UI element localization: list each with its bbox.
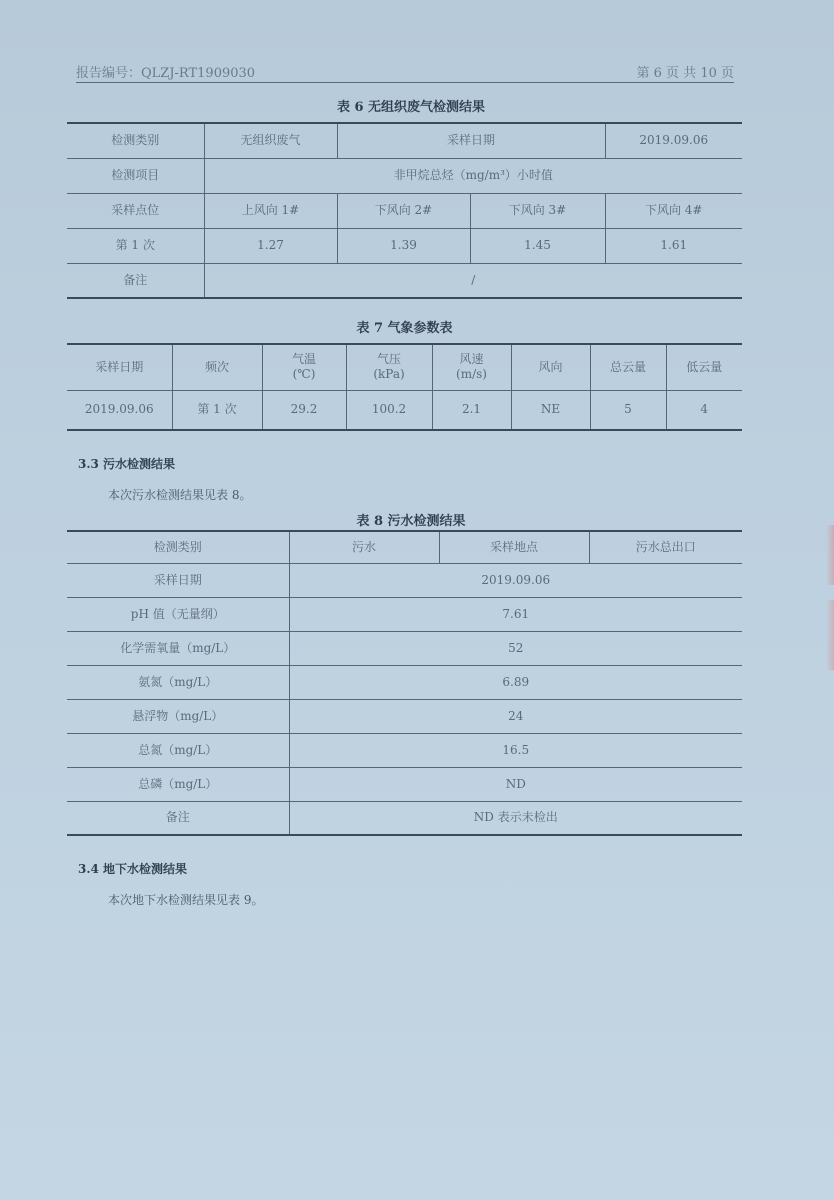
- table7-header: 总云量: [590, 344, 666, 390]
- table7: [67, 343, 742, 431]
- table6-row: [67, 228, 742, 263]
- table6-cell: 1.27: [204, 228, 337, 263]
- table8-caption: 表 8 污水检测结果: [356, 514, 466, 529]
- table7-cell: 29.2: [262, 390, 346, 430]
- stamp-edge-mark: [826, 525, 834, 585]
- table8-row: [67, 597, 742, 631]
- table6-cell: 无组织废气: [204, 123, 337, 158]
- table7-header: 风向: [511, 344, 590, 390]
- table6-cell: 采样日期: [337, 123, 605, 158]
- table6-cell: /: [204, 263, 742, 298]
- table6-cell: 下风向 4#: [605, 193, 742, 228]
- table6: [67, 122, 742, 299]
- table8: [67, 530, 742, 836]
- table8-cell: 7.61: [289, 597, 742, 631]
- table7-header: 采样日期: [67, 344, 172, 390]
- section-3-3-text: 本次污水检测结果见表 8。: [108, 488, 252, 502]
- header-line: 气温: [291, 352, 316, 367]
- header-unit: (kPa): [373, 367, 405, 382]
- table7-header: 频次: [172, 344, 262, 390]
- section-3-4-text: 本次地下水检测结果见表 9。: [108, 893, 264, 907]
- page-number: 第 6 页 共 10 页: [636, 66, 734, 81]
- table6-row: [67, 158, 742, 193]
- table8-row: [67, 665, 742, 699]
- table7-cell: 100.2: [346, 390, 432, 430]
- table8-cell: 污水总出口: [589, 531, 742, 563]
- table8-cell: 采样地点: [439, 531, 589, 563]
- table8-cell: 6.89: [289, 665, 742, 699]
- section-3-3-title: 3.3 污水检测结果: [78, 457, 176, 471]
- table6-row: [67, 123, 742, 158]
- table7-cell: 2.1: [432, 390, 511, 430]
- table8-cell: 总磷（mg/L）: [67, 767, 289, 801]
- table8-cell: 总氮（mg/L）: [67, 733, 289, 767]
- table6-cell: 采样点位: [67, 193, 204, 228]
- header-line: 气压: [376, 352, 401, 367]
- section-3-4-title: 3.4 地下水检测结果: [78, 862, 188, 876]
- table7-cell: 2019.09.06: [67, 390, 172, 430]
- table6-cell: 1.45: [470, 228, 605, 263]
- table8-cell: 备注: [67, 801, 289, 835]
- table8-row: [67, 733, 742, 767]
- header-unit: (m/s): [456, 367, 487, 382]
- table8-cell: 16.5: [289, 733, 742, 767]
- table6-row: [67, 193, 742, 228]
- table6-cell: 下风向 2#: [337, 193, 470, 228]
- header-line: 风速: [459, 352, 484, 367]
- table7-cell: 5: [590, 390, 666, 430]
- stamp-edge-mark: [826, 600, 834, 670]
- table8-cell: 氨氮（mg/L）: [67, 665, 289, 699]
- table6-cell: 1.61: [605, 228, 742, 263]
- table6-cell: 第 1 次: [67, 228, 204, 263]
- table8-cell: 52: [289, 631, 742, 665]
- table6-cell: 检测项目: [67, 158, 204, 193]
- table8-row: [67, 531, 742, 563]
- table8-cell: 检测类别: [67, 531, 289, 563]
- table8-row: [67, 699, 742, 733]
- table6-cell: 非甲烷总烃（mg/m³）小时值: [204, 158, 742, 193]
- table8-cell: pH 值（无量纲）: [67, 597, 289, 631]
- table8-cell: 2019.09.06: [289, 563, 742, 597]
- table7-row: [67, 390, 742, 430]
- table8-cell: 化学需氧量（mg/L）: [67, 631, 289, 665]
- table7-header: [262, 344, 346, 390]
- table8-cell: ND 表示未检出: [289, 801, 742, 835]
- table8-cell: 污水: [289, 531, 439, 563]
- table6-row: [67, 263, 742, 298]
- table8-cell: 悬浮物（mg/L）: [67, 699, 289, 733]
- report-number: 报告编号：QLZJ-RT1909030: [76, 66, 256, 81]
- table7-cell: 第 1 次: [172, 390, 262, 430]
- table6-cell: 备注: [67, 263, 204, 298]
- table7-header: 低云量: [666, 344, 742, 390]
- table7-cell: NE: [511, 390, 590, 430]
- header-unit: (℃): [292, 367, 316, 382]
- table8-cell: 24: [289, 699, 742, 733]
- table8-cell: 采样日期: [67, 563, 289, 597]
- table7-header: [346, 344, 432, 390]
- table7-header: [432, 344, 511, 390]
- table6-cell: 检测类别: [67, 123, 204, 158]
- table6-cell: 2019.09.06: [605, 123, 742, 158]
- table6-cell: 1.39: [337, 228, 470, 263]
- table6-cell: 下风向 3#: [470, 193, 605, 228]
- table7-cell: 4: [666, 390, 742, 430]
- table8-row: [67, 801, 742, 835]
- table8-row: [67, 767, 742, 801]
- table8-row: [67, 631, 742, 665]
- table8-row: [67, 563, 742, 597]
- table7-caption: 表 7 气象参数表: [356, 321, 453, 336]
- table6-caption: 表 6 无组织废气检测结果: [336, 100, 486, 115]
- page-header: [76, 62, 734, 83]
- table6-cell: 上风向 1#: [204, 193, 337, 228]
- table8-cell: ND: [289, 767, 742, 801]
- table7-header-row: [67, 344, 742, 390]
